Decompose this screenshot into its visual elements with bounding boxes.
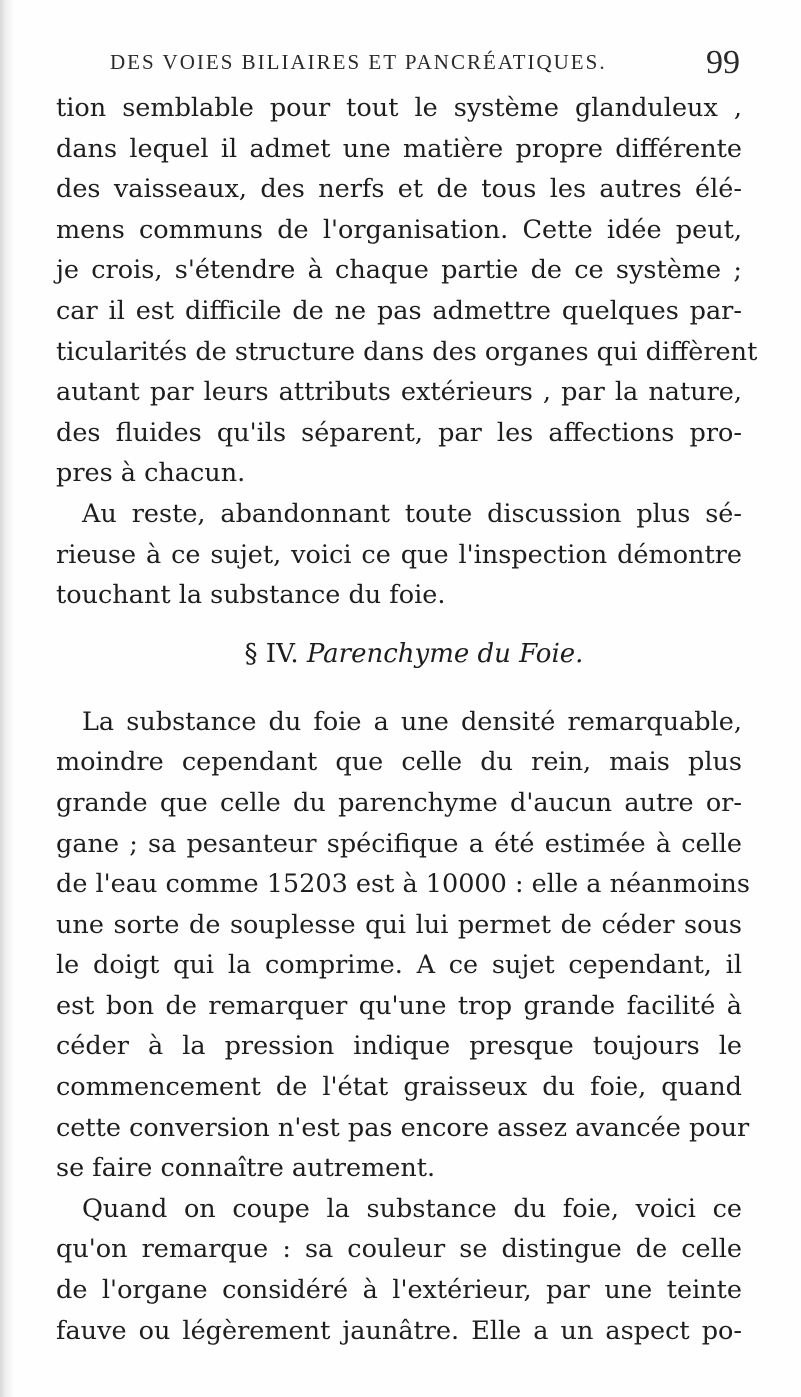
section-number: § IV. xyxy=(244,638,299,669)
paragraph-3 xyxy=(56,702,750,1189)
text-line: une sorte de souplesse qui lui permet de céder sous xyxy=(56,909,742,940)
text-line: qu'on remarque : sa couleur se distingue de celle xyxy=(56,1234,742,1265)
text-line: fauve ou légèrement jaunâtre. Elle a un aspect po- xyxy=(56,1315,742,1346)
section-title: Parenchyme du Foie. xyxy=(306,638,584,669)
text-line: commencement de l'état graisseux du foie, quand xyxy=(56,1072,742,1103)
body-text xyxy=(56,88,758,1351)
text-line: céder à la pression indique presque toujours le xyxy=(56,1031,742,1062)
text-line: le doigt qui la comprime. A ce sujet cependant, il xyxy=(56,950,742,981)
paragraph-2 xyxy=(56,494,742,616)
text-line: se faire connaître autrement. xyxy=(56,1153,436,1184)
paragraph-4 xyxy=(56,1189,742,1351)
running-head: DES VOIES BILIAIRES ET PANCRÉATIQUES. xyxy=(110,50,607,74)
text-line: touchant la substance du foie. xyxy=(56,580,446,611)
text-line: gane ; sa pesanteur spécifique a été estimée à celle xyxy=(56,828,742,859)
text-line: Au reste, abandonnant toute discussion plus sé- xyxy=(82,498,742,529)
text-line: rieuse à ce sujet, voici ce que l'inspection démontre xyxy=(56,539,742,570)
section-heading xyxy=(56,634,742,674)
text-line: moindre cependant que celle du rein, mais plus xyxy=(56,747,742,778)
text-line: de l'eau comme 15203 est à 10000 : elle a néanmoins xyxy=(56,869,750,900)
text-line: des fluides qu'ils séparent, par les affections pro- xyxy=(56,417,742,448)
text-line: de l'organe considéré à l'extérieur, par une teinte xyxy=(56,1275,742,1306)
text-line: mens communs de l'organisation. Cette idée peut, xyxy=(56,214,742,245)
text-line: cette conversion n'est pas encore assez avancée pour xyxy=(56,1112,750,1143)
text-line: La substance du foie a une densité remarquable, xyxy=(82,706,742,737)
text-line: je crois, s'étendre à chaque partie de ce système ; xyxy=(56,255,742,286)
text-line: Quand on coupe la substance du foie, voici ce xyxy=(82,1193,742,1224)
text-line: ticularités de structure dans des organes qui diffèrent xyxy=(56,336,758,367)
text-line: pres à chacun. xyxy=(56,458,246,489)
heading-spacer xyxy=(56,616,742,634)
text-line: tion semblable pour tout le système glanduleux , xyxy=(56,93,742,123)
text-line: car il est difficile de ne pas admettre quelques par- xyxy=(56,295,742,326)
text-line: dans lequel il admet une matière propre différente xyxy=(56,133,742,164)
text-line: des vaisseaux, des nerfs et de tous les autres élé- xyxy=(56,174,742,205)
text-line: autant par leurs attributs extérieurs , par la nature, xyxy=(56,377,742,408)
text-line: est bon de remarquer qu'une trop grande facilité à xyxy=(56,990,742,1021)
paragraph-1 xyxy=(56,88,758,494)
page-number: 99 xyxy=(706,44,740,81)
page-header xyxy=(100,44,740,88)
text-line: grande que celle du parenchyme d'aucun autre or- xyxy=(56,787,742,818)
binding-shadow xyxy=(0,0,14,1397)
